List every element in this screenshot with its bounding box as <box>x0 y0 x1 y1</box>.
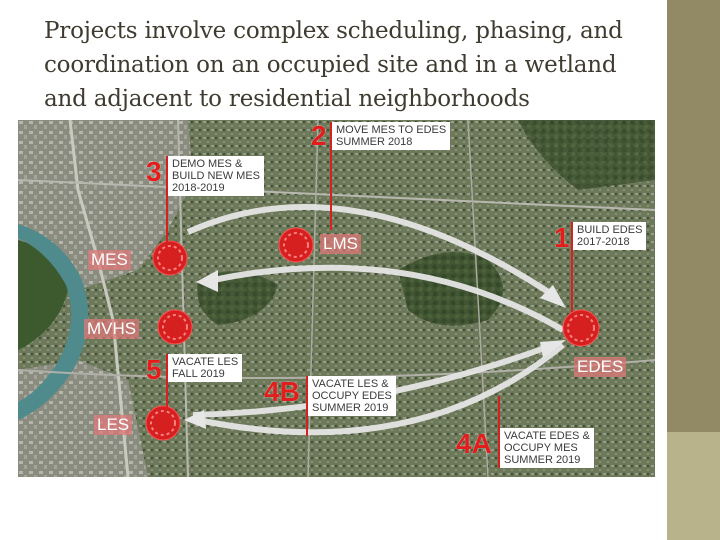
school-label-edes: EDES <box>574 357 626 377</box>
step-2-stem <box>330 150 332 230</box>
step-4a-line-3: SUMMER 2019 <box>504 454 581 466</box>
step-2-line-1: MOVE MES TO EDES <box>336 124 447 136</box>
step-4a-line-1: VACATE EDES & <box>504 430 590 442</box>
school-label-mes: MES <box>88 250 131 270</box>
title-line-1: Projects involve complex scheduling, phasing, and <box>44 18 623 44</box>
step-1-number: 1 <box>554 222 570 253</box>
step-3-number: 3 <box>146 156 162 187</box>
step-5-line-1: VACATE LES <box>172 356 239 368</box>
step-1-stem <box>571 250 573 312</box>
step-3-line-2: BUILD NEW MES <box>172 170 261 182</box>
school-label-mvhs: MVHS <box>84 319 139 339</box>
step-2-number: 2 <box>311 120 327 151</box>
school-label-les: LES <box>94 415 132 435</box>
step-4a-number: 4A <box>456 428 492 459</box>
step-1-line-1: BUILD EDES <box>577 224 643 236</box>
step-2-line-2: SUMMER 2018 <box>336 136 413 148</box>
step-3-stem <box>166 196 168 242</box>
step-4b-line-1: VACATE LES & <box>312 378 389 390</box>
aerial-map <box>18 120 655 477</box>
step-4b-card <box>306 376 396 416</box>
step-3-line-1: DEMO MES & <box>172 158 243 170</box>
step-4a-stem <box>498 396 500 430</box>
step-4a-card <box>498 428 594 468</box>
title-line-2: coordination on an occupied site and in a wetland <box>44 52 617 78</box>
step-5-card <box>166 354 242 382</box>
school-label-lms: LMS <box>320 234 361 254</box>
step-4b-stem <box>306 416 308 436</box>
slide-title <box>44 14 644 116</box>
title-line-3: and adjacent to residential neighborhoods <box>44 86 530 112</box>
step-4b-line-2: OCCUPY EDES <box>312 390 392 402</box>
right-bar-accent <box>667 432 720 540</box>
step-4a-line-2: OCCUPY MES <box>504 442 578 454</box>
step-3-card <box>166 156 264 196</box>
step-1-card <box>571 222 646 250</box>
step-5-stem <box>166 382 168 408</box>
step-2-card <box>330 122 450 150</box>
step-5-number: 5 <box>146 354 162 385</box>
step-3-line-3: 2018-2019 <box>172 182 225 194</box>
step-4b-line-3: SUMMER 2019 <box>312 402 389 414</box>
step-1-line-2: 2017-2018 <box>577 236 630 248</box>
step-5-line-2: FALL 2019 <box>172 368 225 380</box>
step-4b-number: 4B <box>264 376 300 407</box>
